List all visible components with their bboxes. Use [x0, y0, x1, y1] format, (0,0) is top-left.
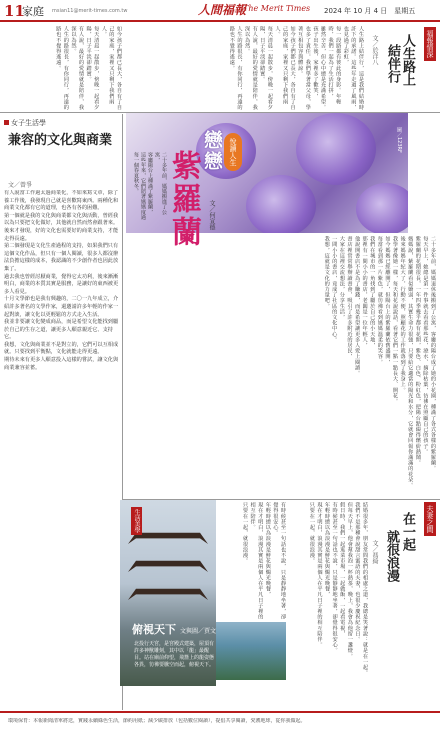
- text-column: 我想，這就是文化的力量吧。: [323, 236, 330, 309]
- newspaper-logo: 人間福報: [198, 3, 247, 17]
- text-column: 後來媽媽年紀大了，行動不便，照顧花的工作就落到了我身上。: [399, 236, 406, 393]
- footer-notice: 環境保育：本報新聞清單將送，實踐永續綠色生活，節約用紙；減少碳排放（包括數位閱讀），提倡共享閱讀，愛護地球，從你我做起。: [8, 718, 306, 724]
- text-column: 每天清晨一起散步，傍晚一起看夕陽，日子平淡卻踏實。: [259, 26, 273, 110]
- text-column: 書店裡常常舉辦讀書會，吸引了許多附近的居民，: [346, 236, 353, 360]
- left-article-body: [4, 190, 122, 708]
- feature-author: 文／何宣德: [208, 200, 215, 230]
- text-column: 有人說，最好的愛情就是陪伴，我深以為然。: [70, 26, 85, 110]
- bottom-right-title: [400, 512, 415, 551]
- text-column: 假日時，我們一起逛菜市場，一起做飯，一起看電視，: [339, 502, 346, 637]
- section-tag-fubao: 福報情深: [424, 27, 436, 61]
- paragraph: 有人說當工作過太過商業化，不如來寫文章，除了養工作後，我發現自己就是喜歡寫東西。兩種化和商業文化都有它的道理，也各有各的困難。: [4, 190, 119, 212]
- photo-essay-text: 北投行天宮，是宮殿式建築，屋頂有許多神獸雕刻，其中以「龍」最醒目。站在廟前仰望，飛簷上的龍姿態各異，彷彿要騰空而起，俯視天下。: [134, 641, 215, 668]
- text-column: 一間小小的書店，竟成了社區的文化中心。: [331, 236, 338, 343]
- page-number: 11: [4, 2, 25, 20]
- flower-shape: [296, 113, 376, 185]
- text-column: 現在才明白，浪漫其實是兩個人在平凡日子裡的相互陪伴。: [316, 502, 323, 648]
- title-line: 人生路上: [400, 34, 415, 86]
- title-line: 就很浪漫: [384, 530, 399, 582]
- text-column: 每一段路都有彼此的身影。年輕時，我們一起為了生活打拼，: [327, 26, 342, 105]
- section-name: 家庭: [22, 5, 44, 18]
- text-column: 有時候甚至一句話也不說，只是靜靜地坐著，卻覺得很安心。: [331, 502, 338, 654]
- section-tag-couple: 夫妻之間: [424, 502, 436, 536]
- text-column: 每天清晨一起散步，傍晚一起看夕陽，日子平淡卻踏實。: [85, 26, 100, 110]
- text-column: 也多了責任。我們學著當父母，學著互相包容與體諒。: [297, 26, 311, 110]
- left-article-title: 兼容的文化與商業: [8, 133, 113, 148]
- text-column: 只要在一起，就很浪漫。: [308, 502, 315, 564]
- newspaper-logo-en: The Merit Times: [243, 4, 311, 13]
- river-photo: [216, 622, 286, 680]
- text-column: 他說開書店不是為了賺錢，而是希望讓更多人愛上閱讀。: [354, 236, 361, 376]
- text-column: 人生的路很長，有你同行，再遠的路也不覺得遙遠。: [55, 26, 69, 110]
- section-tag-left: 女子生活學: [4, 118, 46, 128]
- text-column: 大家在這裡交流想法，分享生活，: [338, 236, 345, 320]
- text-column: 年輕時總以為浪漫是鮮花與燭光晚餐，: [264, 502, 271, 598]
- text-column: 如今孩子們都已長大，各自有了自己的家庭，家裡又只剩下我們兩人。: [274, 26, 296, 110]
- paragraph: 過去我也曾經討厭商業，覺得它太功利，後來漸漸明白，商業的本質其實是服務，是讓好的東西被更多人看見。: [4, 273, 119, 295]
- flower-shape: [246, 175, 316, 233]
- flower-shape: [356, 183, 408, 233]
- text-column: 但每天早上，他會幫我泡一杯熱茶，晚上，我會為他留一盞燈。: [346, 502, 353, 659]
- subtitle-line: 客廳陽台上種滿了紫羅蘭，: [147, 152, 153, 215]
- article-body-right-continued: [4, 26, 122, 112]
- paragraph: 我想，文化與商業並不是對立的，它們可以互相成就。只要找到平衡點，文化就能走得更遠。: [4, 341, 119, 356]
- text-column: 我們在城市的一角找到了屬於自己的小天地，: [369, 236, 376, 348]
- roof-shape: [128, 586, 208, 600]
- text-column: 只要在一起，就很浪漫。: [242, 502, 249, 564]
- article-title-right-2: [385, 44, 400, 83]
- text-column: 如今孩子們都已長大，各自有了自己的家庭，家裡又只剩下我們兩人。: [100, 26, 122, 110]
- bottom-right-author: 文／馮綺: [371, 540, 378, 564]
- text-column: 人生路上結伴行，這是我們結婚時許下的承諾。這些年走過了風雨，也見過了彩虹，: [342, 26, 364, 110]
- issue-date: 2024 年 10 月 4 日 星期五: [324, 7, 416, 15]
- section-email: msian11@merit-times.com.tw: [52, 8, 128, 14]
- title-line: 在一起: [400, 512, 415, 551]
- text-column: 有人說，最好的愛情就是陪伴，我深以為然。: [244, 26, 258, 110]
- paragraph: 我並非要讓文化變成商品，而是希望文化能找到屬於自己的生存之道，讓更多人願意親近它、支持它。: [4, 319, 119, 341]
- text-column: 媽媽說，紫羅蘭看似嬌弱，其實生命力很強，只要給它適當的陽光和水分，它就會回報你滿滿的花朵。: [407, 236, 414, 488]
- text-column: 我們不是那種會說甜言蜜語的夫妻，也很少慶祝紀念日。: [354, 502, 361, 642]
- bottom-middle-body: [218, 502, 286, 620]
- paragraph: 十月文學節也是我有興趣的，二〇一九年成立，介紹許多著名的文學作家，還邀請許多年輕的作家一起對談，讓文化以更輕鬆的方式走入生活。: [4, 296, 119, 318]
- text-column: 每當看到那一片紫色，就彷彿看到媽媽溫柔的笑容。: [376, 236, 383, 365]
- feature-subtitle: [132, 152, 167, 222]
- text-column: 現在才明白，浪漫其實是兩個人在平凡日子裡的相互陪伴。: [249, 502, 264, 620]
- article-author-right: 文／於洋八: [371, 35, 378, 65]
- title-line: 結伴行: [385, 44, 400, 83]
- photo-essay-tag: 生活美學: [133, 509, 140, 533]
- text-column: 雖然辛苦，但心中總是充滿希望。孩子出生後，家裡多了歡笑，: [312, 26, 327, 110]
- text-column: 人生的路很長，有你同行，再遠的路也不覺得遙遠。: [228, 26, 243, 110]
- page-footer: [0, 711, 440, 735]
- paragraph: 第一個就是我的文化與商業都文化與活動，曾經我以為只要把文化做好，其他就自然而然會跟著來。後來才發現，好的文化也需要好的商業支持，才能走得長遠。: [4, 212, 119, 242]
- text-column: 紫羅蘭的花期很長，一年四季幾乎都有花開，紫色、白色、粉紅色，把陽台點綴得繽紛熱鬧。: [414, 236, 421, 466]
- feature-body: [126, 236, 436, 498]
- article-title-right: [400, 34, 415, 86]
- paragraph: 第二個發現是文化生產過程的支持，如果我們只有這個文化作品，但只有一個人閱讀，很多人都沒辦法負擔這樣的成本，我認識的不少創作者也因此放棄了。: [4, 243, 119, 272]
- paragraph: 期待未來有更多人願意投入這樣的嘗試，讓文化與商業兼容並蓄。: [4, 357, 119, 371]
- text-column: 二十多年前，媽媽退休後搬到了公寓，客廳的陽台成了她的小花園，種滿了各式各樣的紫羅蘭。: [430, 236, 436, 472]
- article-body-right: [126, 26, 364, 112]
- bottom-right-body: [288, 502, 368, 708]
- text-column: 如今媽媽已經離開了，但陽台上的紫羅蘭依舊盛開，: [384, 236, 391, 365]
- bottom-right-title-2: [384, 530, 399, 582]
- subtitle-line: 這些年來，它們陪著媽媽度過每一個春夏秋冬。: [133, 152, 146, 220]
- feature-title-small: 戀戀: [201, 130, 223, 172]
- text-column: 有時候甚至一句話也不說，只是靜靜地坐著，卻覺得很安心。: [272, 502, 286, 620]
- text-column: 那裡有一間小小的書店，老闆是一位年輕人，: [361, 236, 368, 348]
- photo-essay-title: 俯視天下: [132, 623, 176, 636]
- text-column: 結婚很多年，朋友常問我們的相處之道，我總是笑著說：就是在一起。: [362, 502, 368, 676]
- photo-essay-author: 文與圖／賈文: [180, 628, 217, 635]
- subtitle-line: 二十多年前，媽媽搬進了公寓，: [154, 152, 167, 215]
- roof-shape: [128, 558, 208, 572]
- photo-credit: 圖／123RF: [396, 127, 402, 153]
- feature-badge: 悅讀人生: [224, 133, 242, 171]
- text-column: 年輕時總以為浪漫是鮮花與燭光晚餐，: [324, 502, 331, 598]
- text-column: 每天早上，她總是第一件事就去看看那些花，澆水、摘除枯葉，彷彿在照顧自己的孩子。: [422, 236, 429, 455]
- page-header: [0, 0, 440, 22]
- feature-title-big: 紫羅蘭: [166, 150, 201, 249]
- text-column: 我學著像她一樣，每天和花說說話，看著它們一點一點長大、開花。: [392, 236, 399, 404]
- left-article-author: 文／曾爭: [8, 182, 33, 189]
